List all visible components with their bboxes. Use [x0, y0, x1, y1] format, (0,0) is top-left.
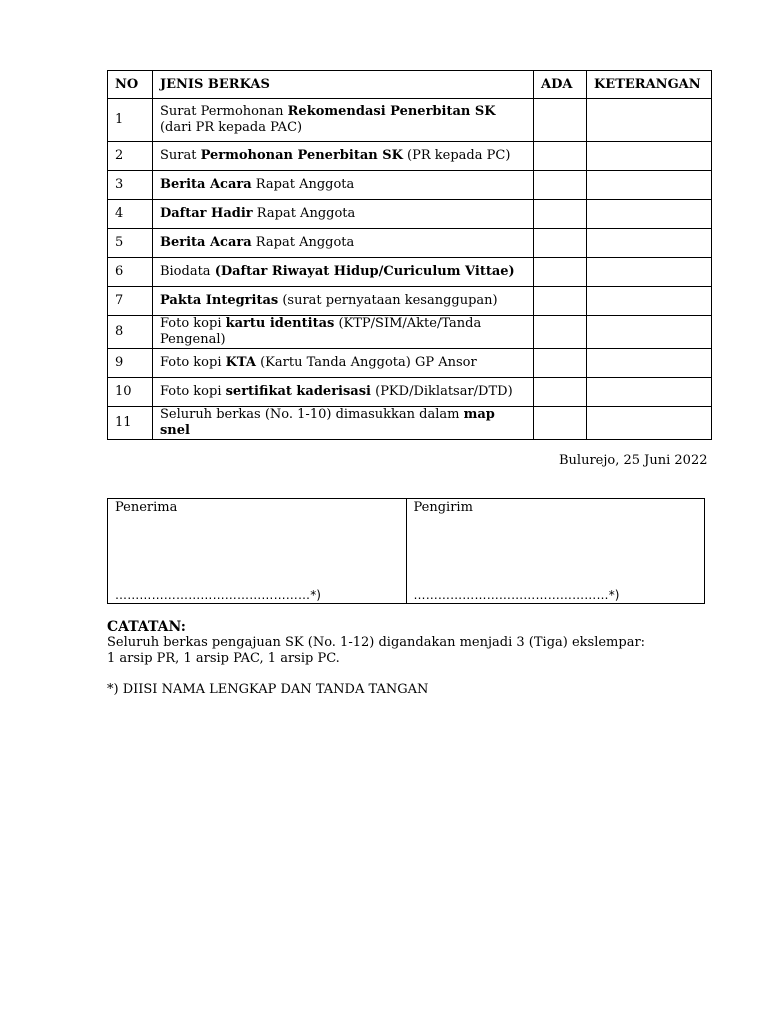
document-name-bold-part: KTA — [225, 355, 256, 370]
document-name-bold-part: Permohonan Penerbitan SK — [200, 148, 403, 163]
document-name-part: Rapat Anggota — [251, 177, 355, 192]
document-name-part: Foto kopi — [159, 355, 226, 370]
document-name-part: Seluruh berkas (No. 1-10) dimasukkan dalam — [159, 407, 464, 422]
row-ada-checkbox-cell[interactable] — [534, 316, 587, 349]
document-name-bold-part: Pakta Integritas — [159, 293, 279, 308]
document-name-part: (PKD/Diklatsar/DTD) — [370, 384, 513, 399]
row-document-name — [152, 407, 533, 440]
document-name-bold-part: kartu identitas — [225, 316, 335, 331]
row-document-name — [152, 316, 533, 349]
notes-line-1: Seluruh berkas pengajuan SK (No. 1-12) digandakan menjadi 3 (Tiga) ekslempar: — [107, 635, 646, 650]
row-ada-checkbox-cell[interactable] — [534, 407, 587, 440]
row-keterangan-cell[interactable] — [587, 258, 712, 287]
row-document-name — [152, 287, 533, 316]
row-ada-checkbox-cell[interactable] — [534, 349, 587, 378]
receiver-dots: ………………………………………… — [115, 588, 311, 602]
table-row — [108, 316, 712, 349]
document-name-part: Foto kopi — [159, 316, 226, 331]
row-keterangan-cell[interactable] — [587, 349, 712, 378]
document-name-bold-part: Berita Acara — [159, 177, 252, 192]
document-name-part: Foto kopi — [159, 384, 226, 399]
document-name-bold-part: Rekomendasi Penerbitan SK — [287, 104, 496, 119]
sender-asterisk-note: *) — [608, 588, 620, 602]
sender-name-line — [414, 588, 620, 602]
notes-line-2: 1 arsip PR, 1 arsip PAC, 1 arsip PC. — [107, 651, 340, 666]
row-document-name — [152, 200, 533, 229]
document-name-bold-part: (Daftar Riwayat Hidup/Curiculum Vittae) — [214, 264, 515, 279]
receiver-asterisk-note: *) — [310, 588, 321, 602]
document-name-part: (Kartu Tanda Anggota) GP Ansor — [255, 355, 477, 370]
document-name-bold-part: Berita Acara — [159, 235, 252, 250]
notes-title: CATATAN: — [107, 619, 186, 635]
row-ada-checkbox-cell[interactable] — [534, 200, 587, 229]
row-number: 10 — [108, 378, 153, 407]
document-name-part: Rapat Anggota — [251, 235, 355, 250]
table-row — [108, 229, 712, 258]
receiver-signature-box[interactable] — [108, 499, 407, 604]
row-number: 7 — [108, 287, 153, 316]
row-document-name — [152, 99, 533, 142]
row-keterangan-cell[interactable] — [587, 407, 712, 440]
row-number: 5 — [108, 229, 153, 258]
table-row — [108, 200, 712, 229]
sender-dots: ………………………………………… — [413, 588, 609, 602]
row-document-name — [152, 258, 533, 287]
row-keterangan-cell[interactable] — [587, 171, 712, 200]
table-row — [108, 258, 712, 287]
document-name-part: Biodata — [159, 264, 215, 279]
table-row — [108, 287, 712, 316]
table-row — [108, 99, 712, 142]
row-ada-checkbox-cell[interactable] — [534, 229, 587, 258]
document-name-part: Surat Permohonan — [159, 104, 288, 119]
row-document-name — [152, 229, 533, 258]
row-document-name — [152, 378, 533, 407]
header-ada: ADA — [534, 71, 587, 99]
table-row — [108, 142, 712, 171]
row-number: 3 — [108, 171, 153, 200]
row-keterangan-cell[interactable] — [587, 287, 712, 316]
notes-section — [107, 619, 707, 698]
row-ada-checkbox-cell[interactable] — [534, 378, 587, 407]
row-number: 8 — [108, 316, 153, 349]
table-row — [108, 171, 712, 200]
row-number: 1 — [108, 99, 153, 142]
signature-table — [107, 498, 705, 604]
receiver-label: Penerima — [115, 500, 178, 515]
place-date: Bulurejo, 25 Juni 2022 — [559, 453, 708, 468]
row-keterangan-cell[interactable] — [587, 142, 712, 171]
sender-label: Pengirim — [413, 500, 473, 515]
header-no: NO — [108, 71, 153, 99]
row-ada-checkbox-cell[interactable] — [534, 99, 587, 142]
row-keterangan-cell[interactable] — [587, 229, 712, 258]
row-number: 9 — [108, 349, 153, 378]
header-keterangan: KETERANGAN — [587, 71, 712, 99]
table-row — [108, 349, 712, 378]
document-name-part: (KTP/SIM/Akte/Tanda Pengenal) — [159, 316, 482, 347]
document-name-bold-part: map snel — [159, 407, 495, 438]
table-body — [108, 99, 712, 440]
row-keterangan-cell[interactable] — [587, 316, 712, 349]
row-number: 11 — [108, 407, 153, 440]
document-checklist-table — [107, 70, 712, 440]
document-name-bold-part: Daftar Hadir — [159, 206, 253, 221]
receiver-name-line — [115, 588, 321, 602]
row-ada-checkbox-cell[interactable] — [534, 287, 587, 316]
row-number: 6 — [108, 258, 153, 287]
row-ada-checkbox-cell[interactable] — [534, 171, 587, 200]
document-name-part: (dari PR kepada PAC) — [159, 120, 303, 135]
sender-signature-box[interactable] — [406, 499, 705, 604]
header-jenis-berkas: JENIS BERKAS — [152, 71, 533, 99]
document-name-part: (surat pernyataan kesanggupan) — [278, 293, 498, 308]
row-ada-checkbox-cell[interactable] — [534, 142, 587, 171]
row-document-name — [152, 171, 533, 200]
row-document-name — [152, 142, 533, 171]
row-keterangan-cell[interactable] — [587, 99, 712, 142]
document-name-bold-part: sertifikat kaderisasi — [225, 384, 371, 399]
table-row — [108, 378, 712, 407]
row-document-name — [152, 349, 533, 378]
table-row — [108, 407, 712, 440]
document-name-part: (PR kepada PC) — [402, 148, 511, 163]
row-keterangan-cell[interactable] — [587, 200, 712, 229]
table-header-row — [108, 71, 712, 99]
row-keterangan-cell[interactable] — [587, 378, 712, 407]
row-number: 4 — [108, 200, 153, 229]
document-name-part: Rapat Anggota — [252, 206, 356, 221]
notes-footer: *) DIISI NAMA LENGKAP DAN TANDA TANGAN — [107, 682, 429, 697]
row-ada-checkbox-cell[interactable] — [534, 258, 587, 287]
row-number: 2 — [108, 142, 153, 171]
document-name-part: Surat — [159, 148, 201, 163]
